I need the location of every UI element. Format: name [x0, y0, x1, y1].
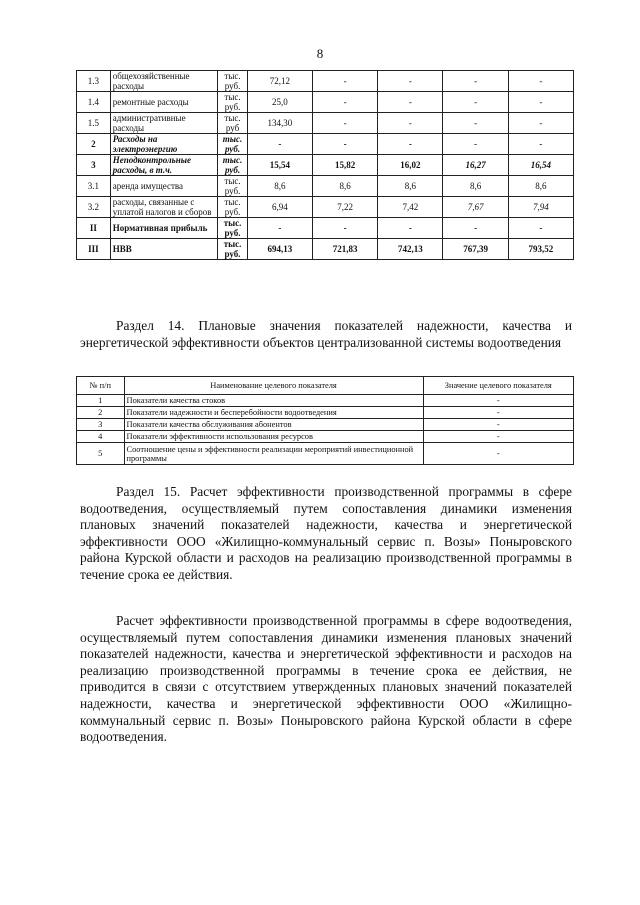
cost-row-unit: тыс. руб. [218, 197, 247, 218]
cost-row-value: - [443, 218, 508, 239]
cost-table-row [77, 197, 574, 218]
cost-table-row [77, 155, 574, 176]
indicator-row [77, 443, 574, 465]
cost-row-value: - [508, 218, 573, 239]
indicator-row [77, 419, 574, 431]
cost-row-value: - [443, 71, 508, 92]
cost-row-value: 767,39 [443, 239, 508, 260]
cost-row-number: II [77, 218, 111, 239]
cost-row-value: 8,6 [312, 176, 377, 197]
indicator-number: 5 [77, 443, 125, 465]
cost-row-unit: тыс. руб. [218, 71, 247, 92]
cost-table-body [77, 71, 574, 260]
cost-row-value: - [378, 218, 443, 239]
cost-row-value: 16,54 [508, 155, 573, 176]
section-15-title: Раздел 15. Расчет эффективности производственной программы в сфере водоотведения, осуществляемый путем сопоставления динамики изменения плановых значений показателей надежности, качества и энергетической эффективности ООО «Жилищно-коммунальный сервис п. Возы» Поныровского района Курской области и расходов на реализацию производственной программы в течение срока ее действия. [80, 484, 572, 582]
cost-row-name: расходы, связанные с уплатой налогов и сборов [110, 197, 218, 218]
indicator-header-row [77, 377, 574, 395]
cost-table-row [77, 92, 574, 113]
indicator-name: Соотношение цены и эффективности реализации мероприятий инвестиционной программы [124, 443, 423, 465]
cost-table-row [77, 134, 574, 155]
cost-table-row [77, 71, 574, 92]
cost-row-value: - [508, 92, 573, 113]
indicator-header-num: № п/п [77, 377, 125, 395]
cost-row-number: 1.5 [77, 113, 111, 134]
indicator-number: 3 [77, 419, 125, 431]
cost-row-value: 8,6 [508, 176, 573, 197]
cost-row-value: 721,83 [312, 239, 377, 260]
indicator-name: Показатели эффективности использования ресурсов [124, 431, 423, 443]
cost-row-value: 8,6 [247, 176, 312, 197]
cost-row-value: 7,94 [508, 197, 573, 218]
cost-row-value: 134,30 [247, 113, 312, 134]
cost-row-unit: тыс. руб. [218, 134, 247, 155]
cost-row-value: 8,6 [378, 176, 443, 197]
cost-row-value: - [443, 113, 508, 134]
cost-row-number: III [77, 239, 111, 260]
cost-row-name: аренда имущества [110, 176, 218, 197]
cost-row-unit: тыс. руб. [218, 176, 247, 197]
cost-row-value: - [312, 113, 377, 134]
cost-row-unit: тыс. руб [218, 113, 247, 134]
cost-row-value: 25,0 [247, 92, 312, 113]
cost-row-value: - [378, 134, 443, 155]
indicator-table [76, 376, 574, 465]
cost-row-name: ремонтные расходы [110, 92, 218, 113]
cost-row-unit: тыс. руб. [218, 239, 247, 260]
cost-row-number: 3 [77, 155, 111, 176]
cost-row-value: 7,67 [443, 197, 508, 218]
cost-row-value: 694,13 [247, 239, 312, 260]
cost-row-value: - [378, 92, 443, 113]
cost-row-value: - [508, 113, 573, 134]
cost-row-value: - [312, 218, 377, 239]
indicator-value: - [423, 395, 573, 407]
cost-row-value: 72,12 [247, 71, 312, 92]
cost-row-value: 742,13 [378, 239, 443, 260]
section-15-paragraph: Расчет эффективности производственной программы в сфере водоотведения, осуществляемый путем сопоставления динамики изменения плановых значений показателей надежности, качества и энергетической эффективности и расходов на реализацию производственной программы в течение срока ее действия, не приводится в связи с отсутствием утвержденных плановых значений показателей надежности, качества и энергетической эффективности ООО «Жилищно-коммунальный сервис п. Возы» Поныровского района Курской области в сфере водоотведения. [80, 613, 572, 745]
cost-row-value: 6,94 [247, 197, 312, 218]
cost-row-number: 1.3 [77, 71, 111, 92]
cost-row-value: - [247, 134, 312, 155]
cost-row-value: 8,6 [443, 176, 508, 197]
cost-table-row [77, 176, 574, 197]
indicator-value: - [423, 407, 573, 419]
cost-row-number: 3.2 [77, 197, 111, 218]
cost-row-value: - [312, 92, 377, 113]
page-number: 8 [316, 46, 324, 61]
cost-table-row [77, 113, 574, 134]
cost-row-number: 1.4 [77, 92, 111, 113]
cost-row-name: Нормативная прибыль [110, 218, 218, 239]
section-14-title: Раздел 14. Плановые значения показателей надежности, качества и энергетической эффективности объектов централизованной системы водоотведения [80, 318, 572, 350]
cost-row-name: административные расходы [110, 113, 218, 134]
cost-row-number: 3.1 [77, 176, 111, 197]
cost-row-value: - [378, 71, 443, 92]
cost-row-number: 2 [77, 134, 111, 155]
cost-table-row [77, 218, 574, 239]
cost-row-value: 15,54 [247, 155, 312, 176]
cost-row-value: - [443, 92, 508, 113]
cost-row-value: - [508, 71, 573, 92]
cost-row-value: - [378, 113, 443, 134]
indicator-number: 2 [77, 407, 125, 419]
indicator-header-name: Наименование целевого показателя [124, 377, 423, 395]
indicator-row [77, 431, 574, 443]
cost-row-value: - [247, 218, 312, 239]
indicator-name: Показатели надежности и бесперебойности водоотведения [124, 407, 423, 419]
indicator-name: Показатели качества обслуживания абонентов [124, 419, 423, 431]
cost-row-name: НВВ [110, 239, 218, 260]
cost-row-value: - [312, 134, 377, 155]
indicator-number: 4 [77, 431, 125, 443]
cost-row-unit: тыс. руб. [218, 155, 247, 176]
cost-row-value: - [312, 71, 377, 92]
indicator-number: 1 [77, 395, 125, 407]
indicator-value: - [423, 431, 573, 443]
cost-row-value: - [508, 134, 573, 155]
indicator-name: Показатели качества стоков [124, 395, 423, 407]
indicator-table-body [77, 377, 574, 465]
cost-row-name: Расходы на электроэнергию [110, 134, 218, 155]
cost-row-value: - [443, 134, 508, 155]
cost-row-value: 16,02 [378, 155, 443, 176]
cost-row-value: 7,22 [312, 197, 377, 218]
cost-row-unit: тыс. руб. [218, 92, 247, 113]
indicator-value: - [423, 443, 573, 465]
cost-row-value: 7,42 [378, 197, 443, 218]
cost-row-value: 16,27 [443, 155, 508, 176]
indicator-header-value: Значение целевого показателя [423, 377, 573, 395]
cost-table-row [77, 239, 574, 260]
cost-row-name: общехозяйственные расходы [110, 71, 218, 92]
cost-row-unit: тыс. руб. [218, 218, 247, 239]
cost-table [76, 70, 574, 260]
cost-row-value: 15,82 [312, 155, 377, 176]
cost-row-value: 793,52 [508, 239, 573, 260]
indicator-value: - [423, 419, 573, 431]
indicator-row [77, 407, 574, 419]
indicator-row [77, 395, 574, 407]
cost-row-name: Неподконтрольные расходы, в т.ч. [110, 155, 218, 176]
